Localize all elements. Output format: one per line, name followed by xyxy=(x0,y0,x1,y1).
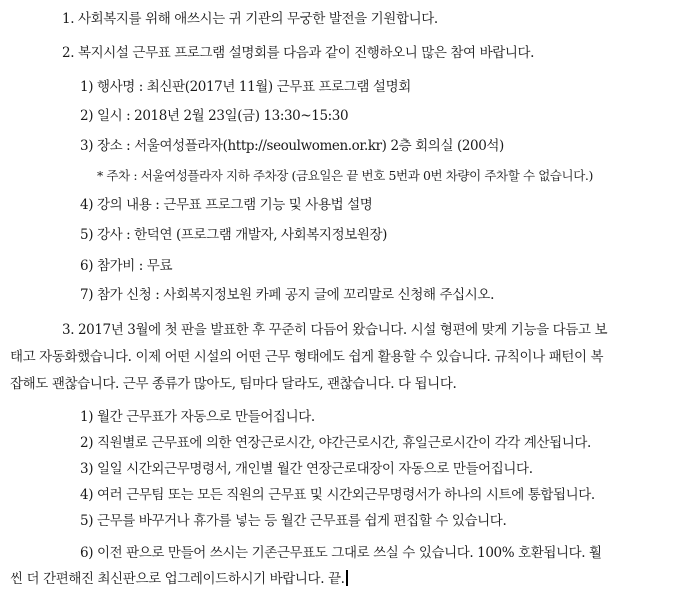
registration-item: 7) 참가 신청 : 사회복지정보원 카페 공지 글에 꼬리말로 신청해 주십시오. xyxy=(80,287,494,303)
fee-item: 6) 참가비 : 무료 xyxy=(80,258,173,274)
paragraph-2: 2. 복지시설 근무표 프로그램 설명회를 다음과 같이 진행하오니 많은 참여 바랍니다. xyxy=(62,45,535,61)
feature-item-2: 2) 직원별로 근무표에 의한 연장근로시간, 야간근로시간, 휴일근로시간이 각각 계산됩니다. xyxy=(80,435,591,451)
closing-text: 씬 더 간편해진 최신판으로 업그레이드하시기 바랍니다. 끝. xyxy=(10,571,345,587)
paragraph-3-line-2: 태고 자동화했습니다. 이제 어떤 시설의 어떤 근무 형태에도 쉽게 활용할 수 있습니다. 규칙이나 패턴이 복 xyxy=(10,349,604,365)
event-name-item: 1) 행사명 : 최신판(2017년 11월) 근무표 프로그램 설명회 xyxy=(80,79,411,95)
paragraph-3-line-3: 잡해도 괜찮습니다. 근무 종류가 많아도, 팀마다 달라도, 괜찮습니다. 다 됩니다. xyxy=(10,376,457,392)
parking-note: * 주차 : 서울여성플라자 지하 주차장 (금요일은 끝 번호 5번과 0번 차량이 주차할 수 없습니다.) xyxy=(97,168,593,183)
paragraph-3-line-1: 3. 2017년 3월에 첫 판을 발표한 후 꾸준히 다듬어 왔습니다. 시설 형편에 맞게 기능을 다듬고 보 xyxy=(62,322,608,338)
feature-item-1: 1) 월간 근무표가 자동으로 만들어집니다. xyxy=(80,409,315,425)
feature-item-5: 5) 근무를 바꾸거나 휴가를 넣는 등 월간 근무표를 쉽게 편집할 수 있습니다. xyxy=(80,513,507,529)
lecture-content-item: 4) 강의 내용 : 근무표 프로그램 기능 및 사용법 설명 xyxy=(80,197,373,213)
feature-item-6-line-2[interactable] xyxy=(10,570,348,588)
feature-item-6-line-1: 6) 이전 판으로 만들어 쓰시는 기존근무표도 그대로 쓰실 수 있습니다. 100% 호환됩니다. 훨 xyxy=(80,545,602,561)
paragraph-1: 1. 사회복지를 위해 애쓰시는 귀 기관의 무궁한 발전을 기원합니다. xyxy=(62,11,438,27)
lecturer-item: 5) 강사 : 한덕연 (프로그램 개발자, 사회복지정보원장) xyxy=(80,227,387,243)
event-date-item: 2) 일시 : 2018년 2월 23일(금) 13:30~15:30 xyxy=(80,108,349,124)
feature-item-3: 3) 일일 시간외근무명령서, 개인별 월간 연장근로대장이 자동으로 만들어집니다. xyxy=(80,461,533,477)
feature-item-4: 4) 여러 근무팀 또는 모든 직원의 근무표 및 시간외근무명령서가 하나의 시트에 통합됩니다. xyxy=(80,487,595,503)
event-location-item: 3) 장소 : 서울여성플라자(http://seoulwomen.or.kr) 2층 회의실 (200석) xyxy=(80,138,504,154)
text-cursor xyxy=(346,570,348,586)
